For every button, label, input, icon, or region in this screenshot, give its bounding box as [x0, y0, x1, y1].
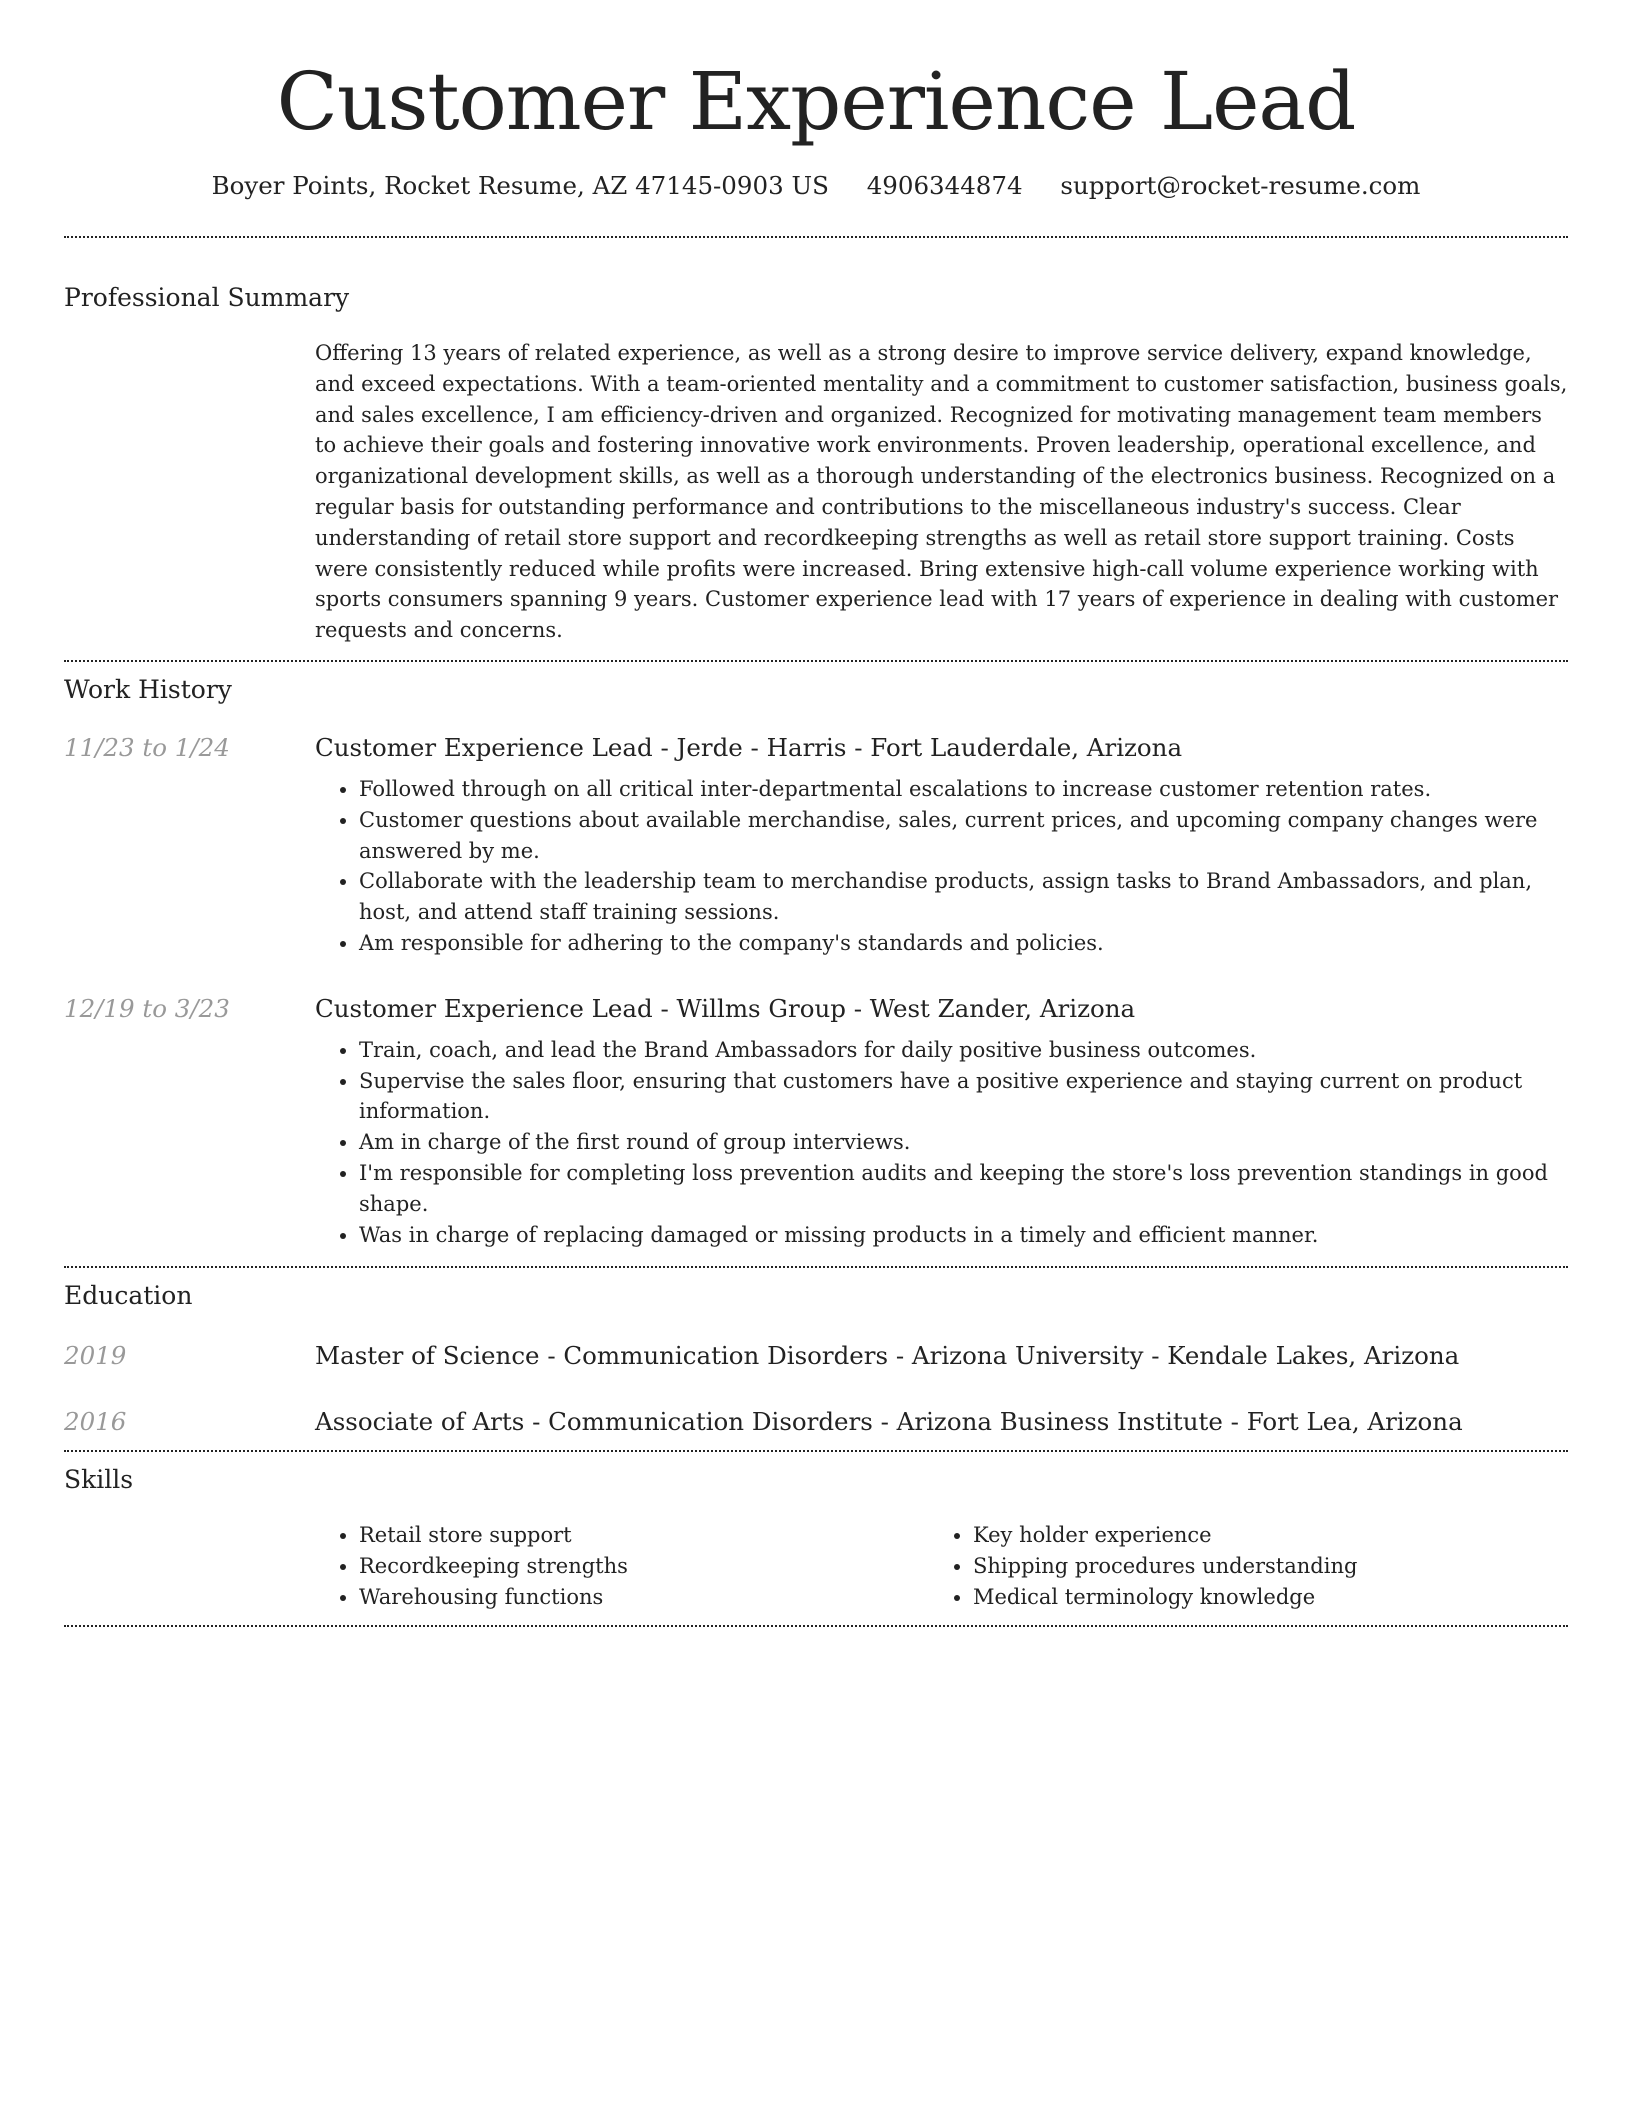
list-item: • Customer questions about available merchandise, sales, current prices, and upcoming company changes were answered by me. — [359, 805, 1568, 867]
education-heading: Master of Science - Communication Disorders - Arizona University - Kendale Lakes, Arizona — [315, 1341, 1460, 1371]
skills-column-right — [929, 1520, 1543, 1612]
section-title-work-history: Work History — [64, 674, 232, 704]
divider — [64, 1625, 1568, 1627]
education-entry — [64, 1340, 1568, 1372]
skill-item: • Recordkeeping strengths — [359, 1551, 929, 1582]
work-entry-body — [315, 993, 1568, 1251]
education-year: 2016 — [64, 1407, 127, 1437]
skill-item: • Key holder experience — [973, 1520, 1543, 1551]
list-item: • Followed through on all critical inter-departmental escalations to increase customer retention rates. — [359, 774, 1568, 805]
list-item: • Am in charge of the first round of group interviews. — [359, 1127, 1568, 1158]
section-title-education: Education — [64, 1281, 193, 1311]
section-title-summary: Professional Summary — [64, 283, 350, 312]
skills-column-left — [315, 1520, 929, 1612]
list-item: • Am responsible for adhering to the company's standards and policies. — [359, 928, 1568, 959]
education-year: 2019 — [64, 1341, 127, 1371]
work-entry-heading: Customer Experience Lead - Willms Group - West Zander, Arizona — [315, 993, 1136, 1023]
divider — [64, 1450, 1568, 1452]
work-entry — [64, 732, 1568, 959]
list-item: • I'm responsible for completing loss prevention audits and keeping the store's loss prevention standings in good shape. — [359, 1158, 1568, 1220]
skill-item: • Retail store support — [359, 1520, 929, 1551]
section-title-skills: Skills — [64, 1465, 134, 1495]
work-entry-bullets — [315, 1035, 1568, 1251]
resume-page — [64, 0, 1568, 1627]
contact-line — [64, 170, 1568, 202]
divider — [64, 236, 1568, 238]
work-entry-heading: Customer Experience Lead - Jerde - Harris - Fort Lauderdale, Arizona — [315, 732, 1183, 762]
work-entry-bullets — [315, 774, 1568, 959]
skill-item: • Warehousing functions — [359, 1582, 929, 1613]
skill-item: • Medical terminology knowledge — [973, 1582, 1543, 1613]
summary-text: Offering 13 years of related experience, as well as a strong desire to improve service delivery, expand knowledge, and exceed expectations. With a team-oriented mentality and a commitment to customer satisfaction, business goals, and sales excellence, I am efficiency-driven and organized. Recognized for motivating management team members to achieve their goals and fostering innovative work environments. Proven leadership, operational excellence, and organizational development skills, as well as a thorough understanding of the electronics business. Recognized on a regular basis for outstanding performance and contributions to the miscellaneous industry's success. Clear understanding of retail store support and recordkeeping strengths as well as retail store support training. Costs were consistently reduced while profits were increased. Bring extensive high-call volume experience working with sports consumers spanning 9 years. Customer experience lead with 17 years of experience in dealing with customer requests and concerns. — [315, 341, 1568, 643]
work-entry-dates: 11/23 to 1/24 — [64, 732, 230, 762]
contact-phone: 4906344874 — [866, 171, 1023, 200]
resume-name-heading: Customer Experience Lead — [276, 55, 1356, 148]
skill-item: • Shipping procedures understanding — [973, 1551, 1543, 1582]
divider — [64, 660, 1568, 662]
education-entry — [64, 1406, 1568, 1438]
work-entry — [64, 993, 1568, 1251]
education-heading: Associate of Arts - Communication Disorders - Arizona Business Institute - Fort Lea, Arizona — [315, 1407, 1463, 1437]
work-entry-dates: 12/19 to 3/23 — [64, 993, 230, 1023]
skills-grid — [315, 1520, 1568, 1612]
contact-address: Boyer Points, Rocket Resume, AZ 47145-0903 US — [211, 171, 829, 200]
divider — [64, 1266, 1568, 1268]
list-item: • Was in charge of replacing damaged or missing products in a timely and efficient manner. — [359, 1220, 1568, 1251]
list-item: • Supervise the sales floor, ensuring that customers have a positive experience and staying current on product information. — [359, 1066, 1568, 1128]
work-entry-body — [315, 732, 1568, 959]
contact-email: support@rocket-resume.com — [1060, 171, 1421, 200]
list-item: • Train, coach, and lead the Brand Ambassadors for daily positive business outcomes. — [359, 1035, 1568, 1066]
list-item: • Collaborate with the leadership team to merchandise products, assign tasks to Brand Ambassadors, and plan, host, and attend staff training sessions. — [359, 866, 1568, 928]
